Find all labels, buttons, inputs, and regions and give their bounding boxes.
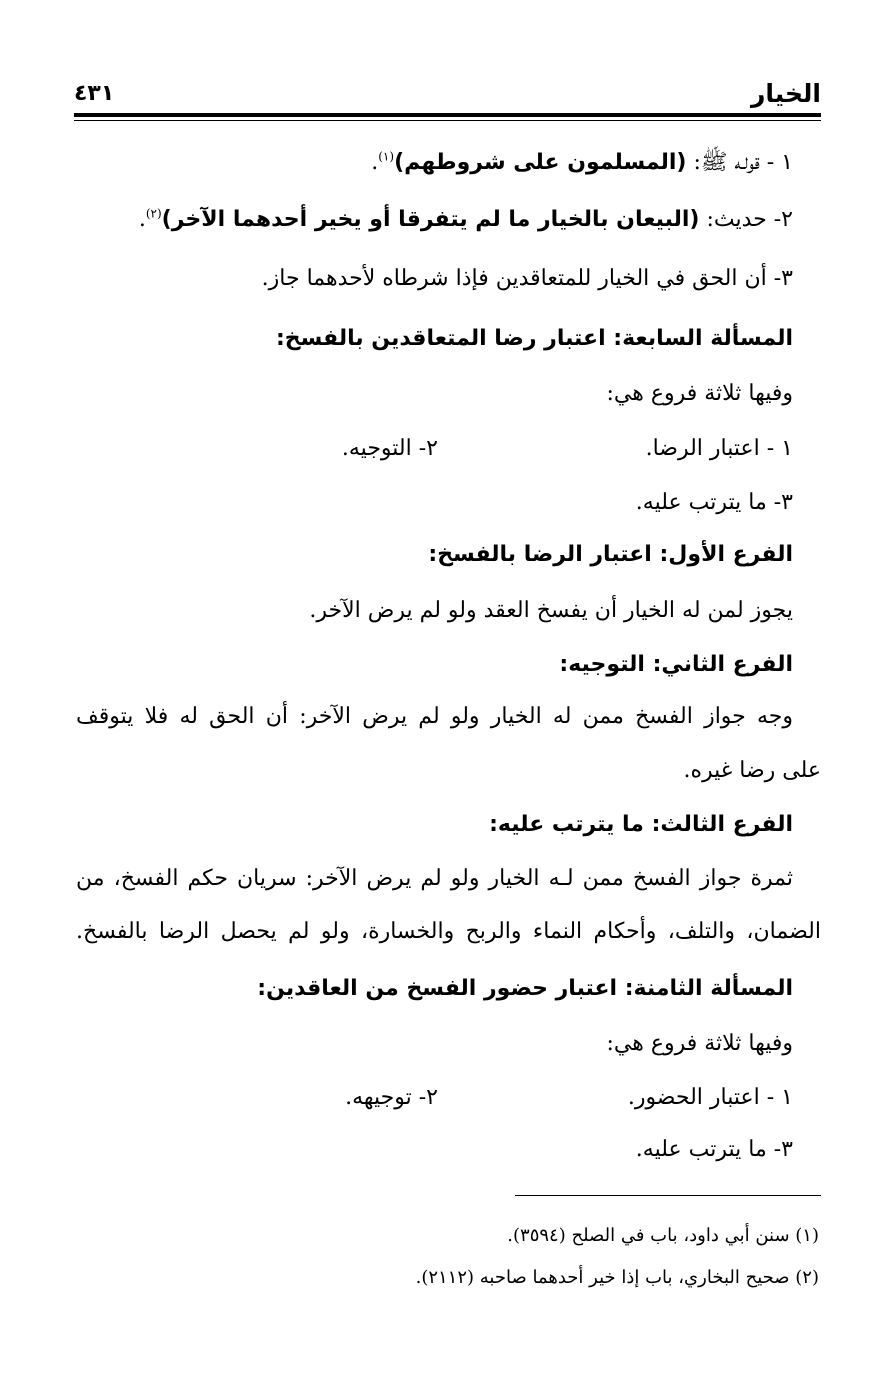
item1-prefix: ١ - قولـه ﷺ: [686,150,793,175]
header-rule-thick [74,113,821,117]
evidence-item-3: ٣- أن الحق في الخيار للمتعاقدين فإذا شرطاه لأحدهما جاز. [261,266,793,291]
item2-quote: (البيعان بالخيار ما لم يتفرقا أو يخير أحدهما الآخر) [161,207,700,232]
section-8-intro: وفيها ثلاثة فروع هي: [606,1031,793,1056]
evidence-item-2 [76,203,793,237]
subsection-heading-1: الفرع الأول: اعتبار الرضا بالفسخ: [428,542,793,567]
footnote-separator [515,1195,821,1196]
evidence-item-1 [76,146,793,180]
page-header [74,70,821,110]
page-number: ٤٣١ [74,81,115,106]
section-7-branch-1: ١ - اعتبار الرضا. [645,436,793,461]
subsection-2-line-1: وجه جواز الفسخ ممن له الخيار ولو لم يرض الآخر: أن الحق له فلا يتوقف [76,704,793,729]
item2-end: . [138,207,146,232]
section-8-branch-1: ١ - اعتبار الحضور. [627,1085,793,1110]
item1-quote: (المسلمون على شروطهم) [394,150,687,175]
running-title: الخيار [751,79,821,108]
section-7-intro: وفيها ثلاثة فروع هي: [606,381,793,406]
subsection-2-line-2: على رضا غيره. [683,758,821,783]
section-heading-7: المسألة السابعة: اعتبار رضا المتعاقدين بالفسخ: [275,326,793,351]
section-8-branch-2: ٢- توجيهه. [345,1085,438,1110]
item1-end: . [371,150,379,175]
footnote-ref-1[interactable]: (١) [378,149,395,164]
item2-prefix: ٢- حديث: [699,207,793,232]
subsection-3-line-1: ثمرة جواز الفسخ ممن لـه الخيار ولو لم يرض الآخر: سريان حكم الفسخ، من [76,866,793,891]
subsection-heading-2: الفرع الثاني: التوجيه: [559,652,793,677]
footnote-2: (٢) صحيح البخاري، باب إذا خير أحدهما صاحبه (٢١١٢). [415,1267,819,1288]
section-7-branch-2: ٢- التوجيه. [341,436,438,461]
section-7-branch-3: ٣- ما يترتب عليه. [635,490,793,515]
subsection-heading-3: الفرع الثالث: ما يترتب عليه: [489,812,793,837]
header-rule-thin [74,120,821,121]
footnote-1: (١) سنن أبي داود، باب في الصلح (٣٥٩٤). [507,1225,819,1246]
section-heading-8: المسألة الثامنة: اعتبار حضور الفسخ من العاقدين: [257,976,793,1001]
subsection-1-text: يجوز لمن له الخيار أن يفسخ العقد ولو لم يرض الآخر. [309,598,793,623]
footnote-ref-2[interactable]: (٢) [145,206,162,221]
subsection-3-line-2: الضمان، والتلف، وأحكام النماء والربح والخسارة، ولو لم يحصل الرضا بالفسخ. [76,919,821,944]
section-8-branch-3: ٣- ما يترتب عليه. [635,1137,793,1162]
